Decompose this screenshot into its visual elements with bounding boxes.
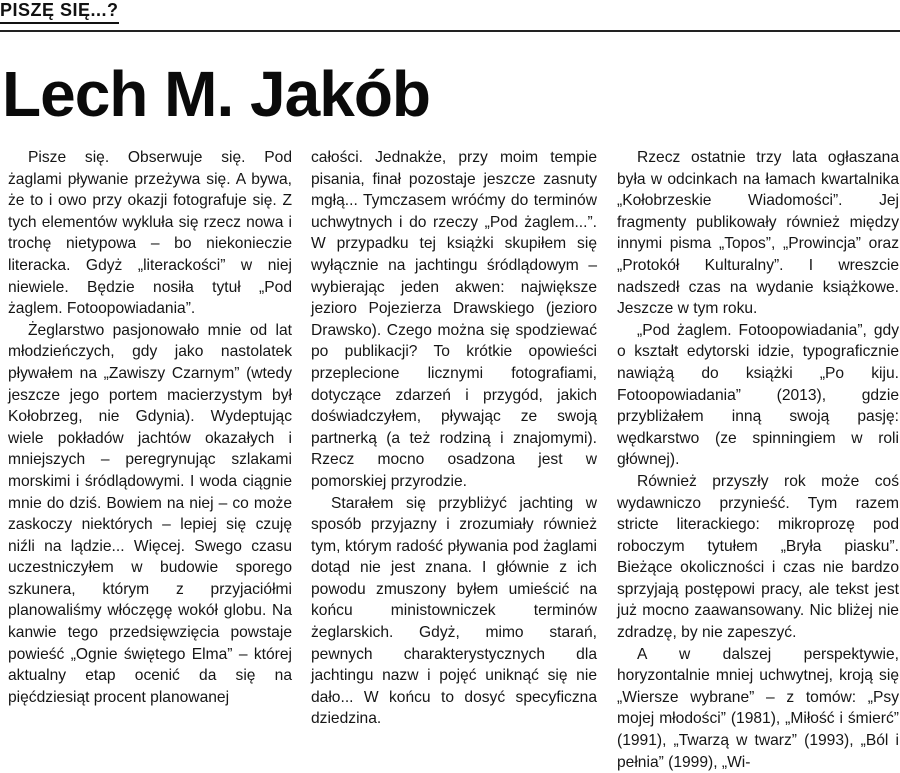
section-rubric: PISZĘ SIĘ...? <box>0 0 119 24</box>
paragraph: A w dalszej perspektywie, horyzontalnie mniej uchwytnej, kroją się „Wiersze wybrane” – z tomów: „Psy mojej młodości” (1981), „Miłość i śmierć” (1991), „Twarzą w twarz” (1993), „Ból i pełnia” (1999), „Wi- <box>617 645 899 771</box>
paragraph: Rzecz ostatnie trzy lata ogłaszana była w odcinkach na łamach kwartalnika „Kołobrzeskie Wiadomości”. Jej fragmenty publikowały również między innymi pisma „Topos”, „Prowincja” oraz „Protokół Kulturalny”. I wreszcie nadszedł czas na wydanie książkowe. Jeszcze w tym roku. <box>617 149 899 318</box>
text-column-3 <box>617 147 899 771</box>
paragraph: Pisze się. Obserwuje się. Pod żaglami pływanie przeżywa się. A bywa, że to i owo przy okazji fotografuje się. Z tych elementów wykluła się rzecz nowa i trochę nietypowa – bo niekonieczie literacka. Gdyż „literackości” w niej niewiele. Będzie nosiła tytuł „Pod żaglem. Fotoopowiadania”. <box>8 149 292 318</box>
article-title: Lech M. Jakób <box>2 58 430 130</box>
paragraph: „Pod żaglem. Fotoopowiadania”, gdy o kształt edytorski idzie, typograficznie nawiążą do książki „Po kiju. Fotoopowiadania” (2013), gdzie przybliżałem inną swoją pasję: wędkarstwo (ze spinningiem w roli głównej). <box>617 321 899 469</box>
text-column-1 <box>8 147 292 717</box>
header-rule <box>0 30 900 32</box>
paragraph: całości. Jednakże, przy moim tempie pisania, finał pozostaje jeszcze zasnuty mgłą... Tymczasem wróćmy do terminów uchwytnych i do rzeczy „Pod żaglem...”. W przypadku tej książki skupiłem się wyłącznie na jachtingu śródlądowym – wybierając jeden akwen: największe jezioro Pojezierza Drawskiego (jezioro Drawsko). Czego można się spodziewać po publikacji? To krótkie opowieści przeplecione licznymi fotografiami, dotyczące zdarzeń i przygód, jakich doświadczyłem, pływając ze swoją partnerką (a też rodziną i znajomymi). Rzecz mocno osadzona jest w pomorskiej przyrodzie. <box>311 149 597 490</box>
paragraph: Starałem się przybliżyć jachting w sposób przyjazny i zrozumiały również tym, którym radość pływania pod żaglami dotąd nie jest znana. I głównie z ich powodu zmuszony byłem umieścić na końcu ministowniczek terminów żeglarskich. Gdyż, mimo starań, pewnych charakterystycznych dla jachtingu nazw i pojęć uniknąć się nie dało... W końcu to dosyć specyficzna dziedzina. <box>311 494 597 728</box>
paragraph: Również przyszły rok może coś wydawniczo przynieść. Tym razem stricte literackiego: mikroprozę pod roboczym tytułem „Bryła piasku”. Bieżące okoliczności i czas nie bardzo sprzyjają postępowi pracy, ale tekst jest już mocno zaawansowany. Nic bliżej nie zdradzę, by nie zapeszyć. <box>617 472 899 642</box>
paragraph: Żeglarstwo pasjonowało mnie od lat młodzieńczych, gdy jako nastolatek pływałem na „Zawiszy Czarnym” (wtedy jeszcze jego portem macierzystym był Kołobrzeg, nie Gdynia). Wydeptując wiele pokładów jachtów okazałych i mniejszych – peregrynując szlakami morskimi i śródlądowymi. I woda ciągnie mnie do dziś. Bowiem na niej – co może zaskoczy niektórych – lepiej się czuję niźli na lądzie... Więcej. Swego czasu uczestniczyłem w budowie sporego szkunera, którym z przyjaciółmi planowaliśmy włóczęgę wokół globu. Na kanwie tego przedsięwzięcia powstaje powieść „Ognie świętego Elma” – której aktualny etap ocenić da się na pięćdziesiąt procent planowanej <box>8 321 292 706</box>
text-column-2 <box>311 147 597 728</box>
